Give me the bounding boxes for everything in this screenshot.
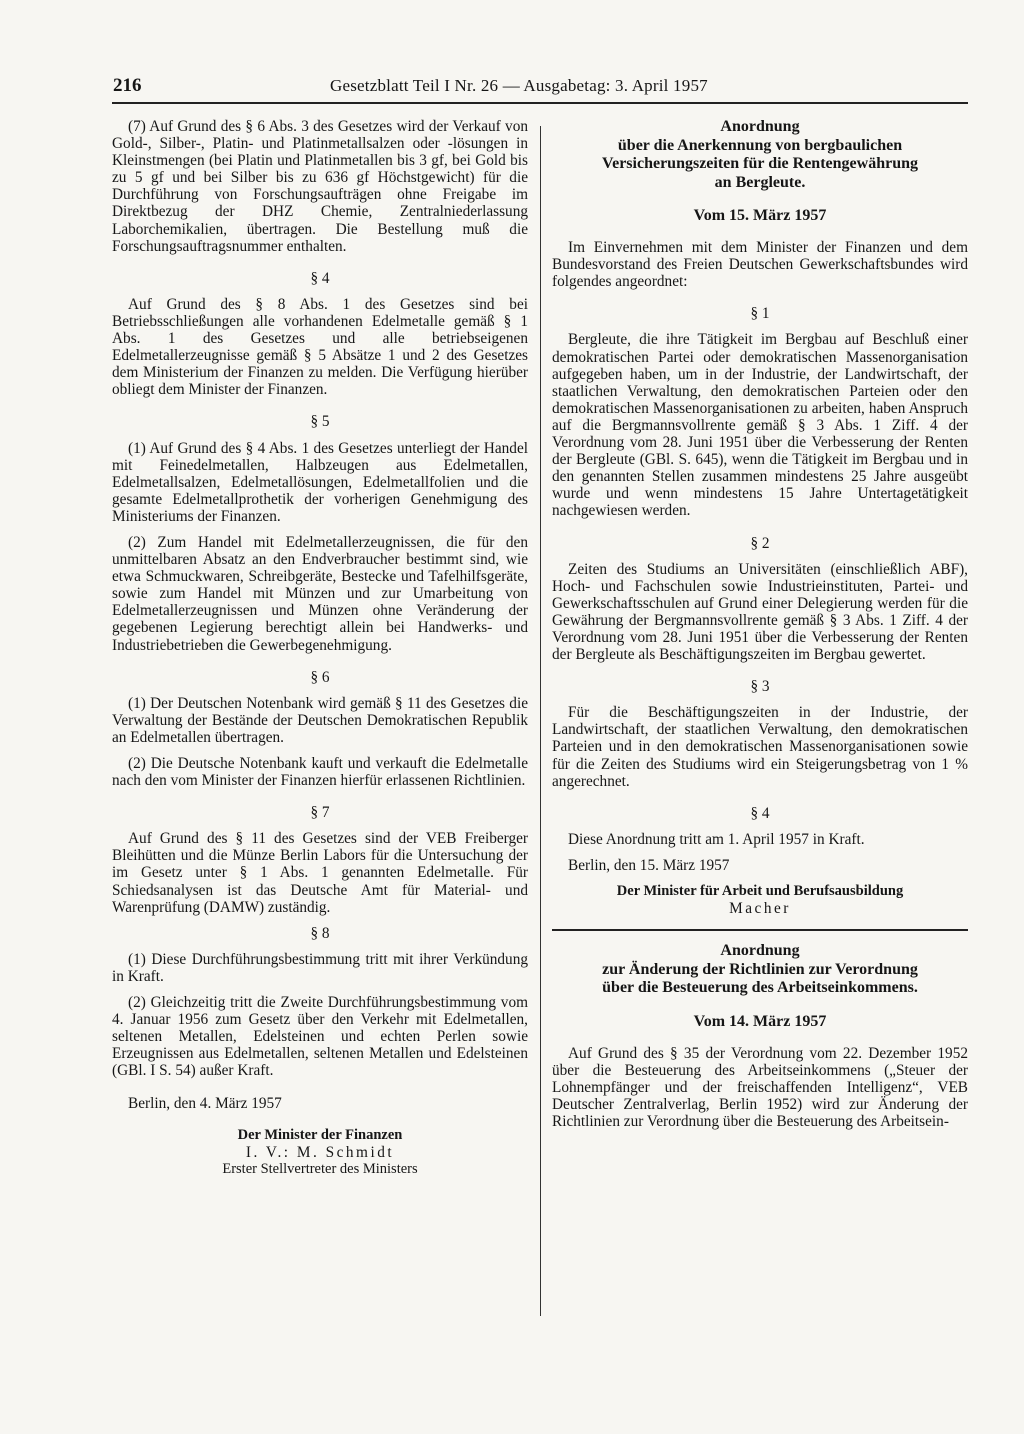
ordinance-1-intro: Im Einvernehmen mit dem Minister der Finanzen und dem Bundesvorstand des Freien Deutschen Gewerkschaftsbundes wird folgendes angeordnet:: [552, 239, 968, 291]
section-heading-7: § 7: [310, 804, 330, 822]
header-rule: [112, 102, 968, 104]
signatory-organization: Der Minister der Finanzen: [237, 1126, 403, 1143]
section-5-para-1: (1) Auf Grund des § 4 Abs. 1 des Gesetzes unterliegt der Handel mit Feinedelmetallen, Halbzeugen aus Edelmetallen, Edelmetallsalzen, Edelmetallösungen, Edelmetallfolien und die gesamte Edelmetallprothetik der vorherigen Genehmigung des Ministeriums der Finanzen.: [112, 439, 528, 525]
section-heading-3: § 3: [750, 678, 770, 696]
left-column: [112, 118, 528, 1178]
section-heading-4: § 4: [310, 269, 330, 287]
section-heading-4-right: § 4: [750, 804, 770, 822]
place-date: Berlin, den 4. März 1957: [128, 1094, 282, 1112]
section-heading-5: § 5: [310, 413, 330, 431]
section-6-para-2: (2) Die Deutsche Notenbank kauft und verkauft die Edelmetalle nach den vom Minister der Finanzen hierfür erlassenen Richtlinien.: [112, 755, 528, 790]
section-2-text: Zeiten des Studiums an Universitäten (einschließlich ABF), Hoch- und Fachschulen sowie Industrieinstituten, Partei- und Gewerkschaftsschulen auf Grund einer Delegierung werden für die Gewährung der Bergmannsvollrente gemäß § 3 Abs. 1 Ziff. 4 der Verordnung vom 28. Juni 1951 über die Verbesserung der Renten der Bergleute als Beschäftigungszeiten im Bergbau gewertet.: [552, 560, 968, 664]
ordinance-1-title-line-2: Versicherungszeiten für die Rentengewährung: [602, 155, 918, 172]
section-8-para-2: (2) Gleichzeitig tritt die Zweite Durchführungsbestimmung vom 4. Januar 1956 zum Gesetz über den Verkehr mit Edelmetallen, seltenen Metallen, Edelsteinen und echten Perlen sowie Erzeugnissen aus Edelmetallen, seltenen Metallen und Edelsteinen (GBl. I S. 54) außer Kraft.: [112, 994, 528, 1080]
paragraph-7: (7) Auf Grund des § 6 Abs. 3 des Gesetzes wird der Verkauf von Gold-, Silber-, Platin- und Platinmetallsalzen oder -lösungen in Kleinstmengen (bei Platin und Platinmetallen bis 3 gf, bei Gold bis zu 5 gf und bei Silber bis zu 636 gf Höchstgewicht) für die Durchführung von Forschungsaufträgen ohne Freigabe im Direktbezug der DHZ Chemie, Zentralniederlassung Laborchemikalien, übertragen. Die Bestellung muß die Forschungsauftragsnummer enthalten.: [112, 118, 528, 255]
section-5-para-2: (2) Zum Handel mit Edelmetallerzeugnissen, die für den unmittelbaren Absatz an den Endverbraucher bestimmt sind, wie etwa Schmuckwaren, Schreibgeräte, Bestecke und Tafelhilfsgeräte, sowie zum Handel mit Münzen und zur Umarbeitung von Edelmetallerzeugnissen und Münzen ohne Veränderung der gegebenen Legierung berechtigt allein bei Handwerks- und Industriebetrieben die Gewerbegenehmigung.: [112, 533, 528, 654]
section-1-text: Bergleute, die ihre Tätigkeit im Bergbau auf Beschluß einer demokratischen Partei oder demokratischen Massenorganisation aufgegeben haben, um in der Industrie, der Landwirtschaft, der staatlichen Verwaltung, den demokratischen Parteien oder den demokratischen Massenorganisationen zu arbeiten, haben Anspruch auf die Bergmannsvollrente gemäß § 3 Abs. 1 Ziff. 4 der Verordnung vom 28. Juni 1951 über die Verbesserung der Renten der Bergleute (GBl. S. 645), wenn die Tätigkeit im Bergbau und in den genannten Stellen zusammen mindestens 25 Jahre ausgeübt wurde und wenn mindestens 15 Jahre Untertagetätigkeit nachgewiesen werden.: [552, 331, 968, 520]
section-separator-rule: [552, 929, 968, 931]
page-number: 216: [113, 75, 142, 96]
signatory-name: I. V.: M. Schmidt: [245, 1143, 395, 1161]
ordinance-2-heading: Anordnung: [720, 942, 800, 960]
column-divider: [540, 126, 541, 1316]
running-header: Gesetzblatt Teil I Nr. 26 — Ausgabetag: 3. April 1957: [330, 76, 708, 95]
ordinance-1-heading: Anordnung: [720, 118, 800, 135]
section-8-para-1: (1) Diese Durchführungsbestimmung tritt mit ihrer Verkündung in Kraft.: [112, 950, 528, 985]
signatory-title: Erster Stellvertreter des Ministers: [222, 1160, 418, 1177]
right-column: [552, 118, 968, 1130]
ordinance-1-date: Vom 15. März 1957: [693, 207, 827, 224]
ordinance-2-title-line-2: über die Besteuerung des Arbeitseinkommens.: [602, 979, 918, 997]
ordinance-2-date: Vom 14. März 1957: [693, 1012, 827, 1030]
ordinance-2-title-line-1: zur Änderung der Richtlinien zur Verordnung: [602, 960, 918, 978]
signatory-name-right: Macher: [729, 900, 791, 918]
section-4-text: Auf Grund des § 8 Abs. 1 des Gesetzes sind bei Betriebsschließungen alle vorhandenen Edelmetalle gemäß § 1 Abs. 1 des Gesetzes und alle betriebseigenen Edelmetallerzeugnisse gemäß § 5 Absätze 1 und 2 des Gesetzes dem Ministerium der Finanzen zu melden. Die Verfügung hierüber obliegt dem Minister der Finanzen.: [112, 295, 528, 399]
section-heading-2: § 2: [750, 534, 770, 552]
section-6-para-1: (1) Der Deutschen Notenbank wird gemäß § 11 des Gesetzes die Verwaltung der Bestände der Deutschen Demokratischen Republik an Edelmetallen übertragen.: [112, 694, 528, 746]
section-3-text: Für die Beschäftigungszeiten in der Industrie, der Landwirtschaft, der staatlichen Verwaltung, den demokratischen Parteien und in den demokratischen Massenorganisationen sowie für die Zeiten des Studiums wird ein Steigerungsbetrag von 1 % angerechnet.: [552, 704, 968, 790]
section-heading-1: § 1: [750, 305, 770, 323]
section-heading-8: § 8: [310, 924, 330, 942]
ordinance-2-text: Auf Grund des § 35 der Verordnung vom 22. Dezember 1952 über die Besteuerung des Arbeitseinkommens („Steuer der Lohnempfänger und der freischaffenden Intelligenz“, VEB Deutscher Zentralverlag, Berlin 1952) wird zur Änderung der Richtlinien zur Verordnung über die Besteuerung des Arbeitsein-: [552, 1044, 968, 1131]
place-date-right: Berlin, den 15. März 1957: [568, 856, 730, 874]
ordinance-1-title-line-1: über die Anerkennung von bergbaulichen: [617, 136, 903, 154]
section-heading-6: § 6: [310, 668, 330, 686]
section-7-text: Auf Grund des § 11 des Gesetzes sind der VEB Freiberger Bleihütten und die Münze Berlin Labors für die Untersuchung der im Gesetz unter § 1 Abs. 1 genannten Edelmetalle. Für Schiedsanalysen ist das Deutsche Amt für Material- und Warenprüfung (DAMW) zuständig.: [112, 830, 528, 916]
signatory-organization-right: Der Minister für Arbeit und Berufsausbildung: [616, 883, 904, 899]
section-4-right-text: Diese Anordnung tritt am 1. April 1957 in Kraft.: [568, 830, 865, 848]
ordinance-1-title-line-3: an Bergleute.: [714, 173, 806, 191]
